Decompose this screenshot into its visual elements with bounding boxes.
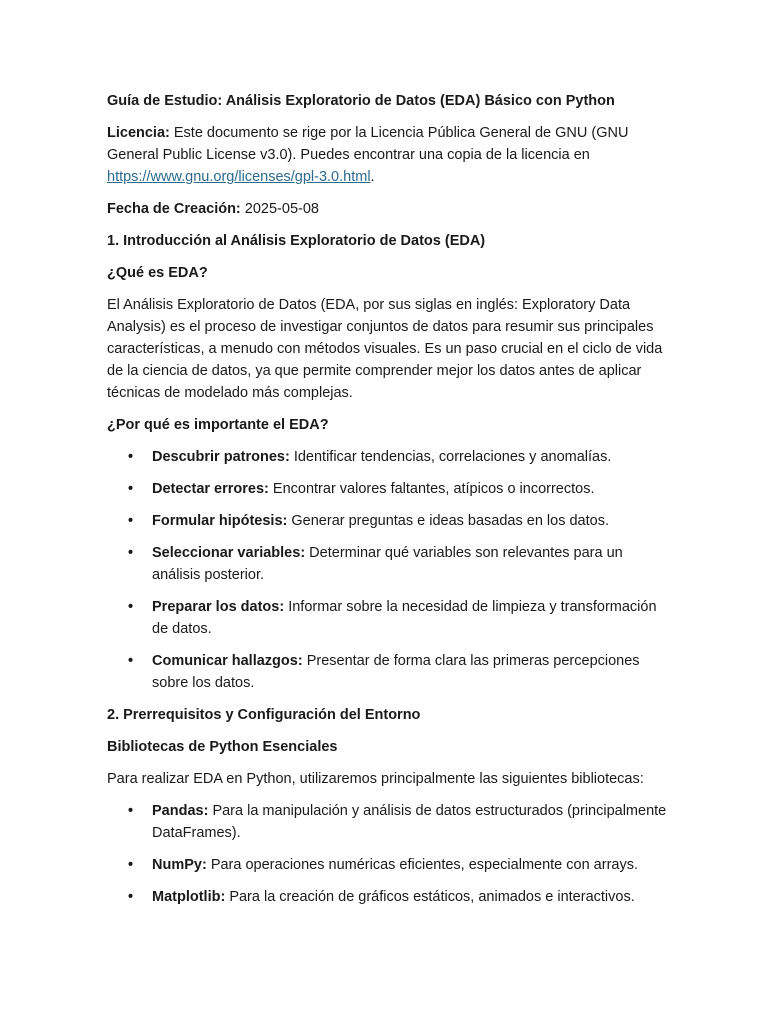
list-item: • Matplotlib: Para la creación de gráficos estáticos, animados e interactivos.	[107, 886, 667, 908]
creation-date-label: Fecha de Creación:	[107, 201, 241, 217]
creation-date-value: 2025-05-08	[240, 201, 319, 217]
license-paragraph	[107, 122, 667, 188]
list-item: • Pandas: Para la manipulación y análisis de datos estructurados (principalmente DataFrames).	[107, 800, 667, 844]
list-item: • NumPy: Para operaciones numéricas eficientes, especialmente con arrays.	[107, 854, 667, 876]
section1-paragraph: El Análisis Exploratorio de Datos (EDA, por sus siglas en inglés: Exploratory Data Analysis) es el proceso de investigar conjuntos de datos para resumir sus principales características, a menudo con métodos visuales. Es un paso crucial en el ciclo de vida de la ciencia de datos, ya que permite comprender mejor los datos antes de aplicar técnicas de modelado más complejas.	[107, 297, 663, 401]
list-item: • Descubrir patrones: Identificar tendencias, correlaciones y anomalías.	[107, 446, 667, 468]
libraries-list	[107, 800, 667, 908]
document-title: Guía de Estudio: Análisis Exploratorio de Datos (EDA) Básico con Python	[107, 93, 615, 109]
section2-subheading: Bibliotecas de Python Esenciales	[107, 739, 338, 755]
license-label: Licencia:	[107, 125, 170, 141]
list-item: • Formular hipótesis: Generar preguntas e ideas basadas en los datos.	[107, 510, 667, 532]
license-text: Este documento se rige por la Licencia Pública General de GNU (GNU General Public License v3.0). Puedes encontrar una copia de la licencia en	[107, 125, 629, 163]
section1-heading: 1. Introducción al Análisis Exploratorio de Datos (EDA)	[107, 233, 486, 249]
section1-question-why: ¿Por qué es importante el EDA?	[107, 417, 329, 433]
creation-date	[107, 198, 667, 220]
section2-intro: Para realizar EDA en Python, utilizaremos principalmente las siguientes bibliotecas:	[107, 771, 644, 787]
license-link[interactable]: https://www.gnu.org/licenses/gpl-3.0.html	[107, 169, 371, 185]
license-after: .	[370, 169, 375, 185]
importance-list	[107, 446, 667, 694]
section1-question-what: ¿Qué es EDA?	[107, 265, 208, 281]
list-item: • Preparar los datos: Informar sobre la necesidad de limpieza y transformación de datos.	[107, 596, 667, 640]
list-item: • Seleccionar variables: Determinar qué variables son relevantes para un análisis posterior.	[107, 542, 667, 586]
section2-heading: 2. Prerrequisitos y Configuración del Entorno	[107, 707, 421, 723]
list-item: • Comunicar hallazgos: Presentar de forma clara las primeras percepciones sobre los datos.	[107, 650, 667, 694]
list-item: • Detectar errores: Encontrar valores faltantes, atípicos o incorrectos.	[107, 478, 667, 500]
document-page	[107, 90, 667, 918]
